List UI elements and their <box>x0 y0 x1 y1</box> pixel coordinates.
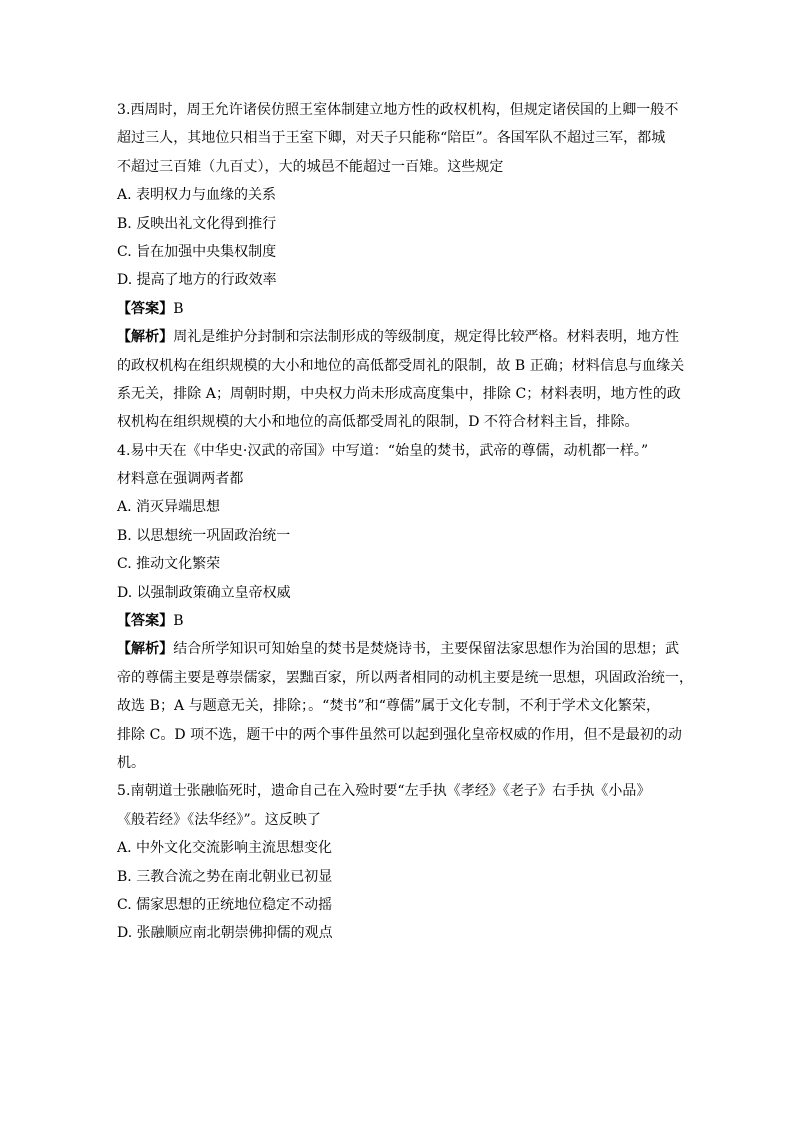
analysis-line: 权机构在组织规模的大小和地位的高低都受周礼的限制，D 不符合材料主旨，排除。 <box>117 414 639 431</box>
answer-label: 【答案】 <box>117 613 174 630</box>
answer-line <box>117 607 677 635</box>
option-c: C. 儒家思想的正统地位稳定不动摇 <box>117 896 333 913</box>
option-d: D. 提高了地方的行政效率 <box>117 272 277 289</box>
question-stem-line: 5.南朝道士张融临死时，遗命自己在入殓时要“左手执《孝经》《老子》右手执《小品》 <box>117 783 651 800</box>
question-stem-line: 超过三人，其地位只相当于王室下卿，对天子只能称“陪臣”。各国军队不超过三军，都城 <box>117 130 666 147</box>
analysis-label: 【解析】 <box>117 329 174 346</box>
answer-value: B <box>173 300 184 317</box>
analysis-line <box>117 635 680 663</box>
answer-line <box>117 295 677 323</box>
option-a: A. 中外文化交流影响主流思想变化 <box>117 840 333 857</box>
option-b: B. 以思想统一巩固政治统一 <box>117 527 291 544</box>
option-b: B. 反映出礼文化得到推行 <box>117 215 277 232</box>
analysis-line: 故选 B；A 与题意无关，排除；。“焚书”和“尊儒”属于文化专制，不利于学术文化繁荣， <box>117 698 661 715</box>
option-d: D. 张融顺应南北朝崇佛抑儒的观点 <box>117 925 333 942</box>
document-page <box>117 96 694 948</box>
question-stem-line: 材料意在强调两者都 <box>117 471 244 488</box>
question-stem-line: 4.易中天在《中华史·汉武的帝国》中写道：“始皇的焚书，武帝的尊儒，动机都一样。” <box>117 442 649 459</box>
option-a: A. 表明权力与血缘的关系 <box>117 187 277 204</box>
option-a: A. 消灭异端思想 <box>117 499 221 516</box>
analysis-text: 结合所学知识可知始皇的焚书是焚烧诗书，主要保留法家思想作为治国的思想；武 <box>173 641 680 658</box>
question-3 <box>117 96 685 437</box>
analysis-line: 帝的尊儒主要是尊崇儒家，罢黜百家，所以两者相同的动机主要是统一思想，巩固政治统一， <box>117 669 694 686</box>
option-d: D. 以强制政策确立皇帝权威 <box>117 584 291 601</box>
analysis-label: 【解析】 <box>117 641 174 658</box>
analysis-line: 机。 <box>117 754 146 771</box>
option-c: C. 推动文化繁荣 <box>117 556 221 573</box>
question-5 <box>117 777 677 947</box>
question-stem-line: 《般若经》《法华经》”。这反映了 <box>117 811 321 828</box>
analysis-line: 排除 C。D 项不选，题干中的两个事件虽然可以起到强化皇帝权威的作用，但不是最初的动 <box>117 726 682 743</box>
option-c: C. 旨在加强中央集权制度 <box>117 243 277 260</box>
question-stem-line: 3.西周时，周王允许诸侯仿照王室体制建立地方性的政权机构，但规定诸侯国的上卿一般不 <box>117 102 679 118</box>
analysis-line: 的政权机构在组织规模的大小和地位的高低都受周礼的限制，故 B 正确；材料信息与血缘关 <box>117 357 685 374</box>
analysis-line <box>117 323 680 351</box>
answer-value: B <box>173 613 184 630</box>
answer-label: 【答案】 <box>117 300 174 317</box>
option-b: B. 三教合流之势在南北朝业已初显 <box>117 868 333 885</box>
question-4 <box>117 437 694 778</box>
analysis-line: 系无关，排除 A；周朝时期，中央权力尚未形成高度集中，排除 C；材料表明，地方性的政 <box>117 385 681 402</box>
analysis-text: 周礼是维护分封制和宗法制形成的等级制度，规定得比较严格。材料表明，地方性 <box>173 329 680 346</box>
question-stem-line: 不超过三百雉（九百丈），大的城邑不能超过一百雉。这些规定 <box>117 158 504 175</box>
